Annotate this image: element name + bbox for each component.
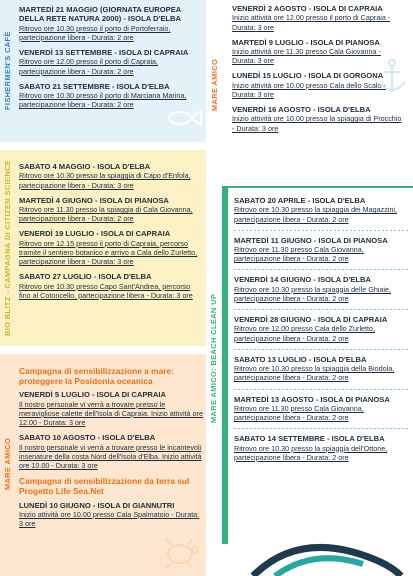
- event-title: SABATO 13 LUGLIO - ISOLA D'ELBA: [234, 354, 367, 364]
- fishermens-cafe-label: FISHERMEN'S CAFÈ: [3, 31, 12, 111]
- event-title: SABATO 4 MAGGIO - ISOLA D'ELBA: [19, 162, 151, 171]
- event-item: [19, 196, 203, 224]
- event-title: MARTEDÌ 11 GIUGNO - ISOLA DI PIANOSA: [234, 235, 388, 245]
- event-text: Ritrovo ore 12.00 presso il porto di Capraia, partecipazione libera - Durata: 2 ore: [19, 57, 159, 76]
- event-text: Ritrovo ore 10.30 presso la spiaggia dei Magazzini, partecipazione libera - Durata: 2 ore: [234, 205, 398, 224]
- bioblitz-events: [19, 162, 203, 306]
- event-text: Ritrovo ore 11.30 presso la spiaggia di Cala Giovanna, partecipazione libera - Durata: 2 ore: [19, 205, 193, 224]
- wave-circle-decoration-icon: [223, 542, 413, 576]
- bioblitz-label: BIO BLITZ - CAMPAGNA DI CITIZEN SCIENCE: [3, 159, 12, 337]
- event-title: MARTEDÌ 4 GIUGNO - ISOLA DI PIANOSA: [19, 195, 169, 205]
- event-title: VENERDÌ 2 AGOSTO - ISOLA DI CAPRAIA: [232, 4, 383, 13]
- event-title: VENERDÌ 14 GIUGNO - ISOLA D'ELBA: [234, 275, 371, 285]
- event-text: Ritrovo ore 10.30 presso la spiaggia delle Ghiaie, partecipazione libera - Durata: 2 ore: [234, 284, 392, 303]
- event-title: SABATO 10 AGOSTO - ISOLA D'ELBA: [19, 433, 156, 443]
- event-title: LUNEDÌ 15 LUGLIO - ISOLA DI GORGONA: [232, 71, 384, 81]
- event-title: SABATO 20 APRILE - ISOLA D'ELBA: [234, 196, 366, 205]
- event-text: Ritrovo ore 12.00 presso Cala dello Zurletto, partecipazione libera - Durata: 2 ore: [234, 324, 376, 343]
- mare-amico-left-panel: [0, 354, 206, 576]
- event-text: Ritrovo ore 10.30 presso Capo Sant'Andrea, percorso fino al Cotoncello, partecipazione libera - Durata: 3 ore: [19, 281, 193, 300]
- event-item: [19, 5, 203, 42]
- event-text: Il nostro personale vi verrà a trovare presso le meravigliose calette dell'Isola di Capraia. Inizio attività ore 12.00 - Durata: 3 ore: [19, 399, 203, 428]
- event-text: Ritrovo ore 12.15 presso il porto di Capraia, percorso tramite il sentiero botanico e arrivo a Cala dello Zurletto, partecipazione libera - Durata: 3 ore: [19, 238, 198, 267]
- event-item: [234, 315, 410, 343]
- event-item: [232, 4, 402, 32]
- dotted-divider: [234, 349, 410, 350]
- event-item: [19, 162, 203, 190]
- event-text: Ritrovo ore 10.30 presso la spiaggia di Capo d'Enfola, partecipazione libera - Durata: 3 ore: [19, 171, 191, 190]
- mare-amico-right-panel: [206, 0, 413, 170]
- event-title: SABATO 21 SETTEMBRE - ISOLA D'ELBA: [19, 81, 170, 91]
- fishermens-cafe-events: [19, 5, 203, 115]
- event-item: [19, 272, 203, 300]
- event-text: Ritrovo ore 11.30 presso Cala Giovanna, partecipazione libera - Durata: 2 ore: [234, 245, 364, 264]
- event-item: [19, 501, 203, 529]
- event-title: SABATO 27 LUGLIO - ISOLA D'ELBA: [19, 272, 152, 282]
- event-text: Ritrovo ore 11.30 presso Cala Giovanna, partecipazione libera - Durata: 2 ore: [234, 403, 364, 423]
- event-item: [234, 434, 410, 462]
- beach-clean-up-label: MARE AMICO: BEACH CLEAN UP: [209, 293, 218, 423]
- event-title: MARTEDÌ 21 MAGGIO (GIORNATA EUROPEA DELLA RETE NATURA 2000) - ISOLA D'ELBA: [19, 5, 182, 24]
- event-title: VENERDÌ 19 LUGLIO - ISOLA DI CAPRAIA: [19, 229, 171, 239]
- event-title: VENERDÌ 5 LUGLIO - ISOLA DI CAPRAIA: [19, 390, 166, 400]
- event-title: LUNEDÌ 10 GIUGNO - ISOLA DI GIANNUTRI: [19, 500, 175, 510]
- section-title-posidonia: Campagna di sensibilizzazione a mare: proteggere la Posidonia oceanica: [19, 366, 174, 387]
- event-text: Ritrovo ore 10.30 presso la spiaggia dell'Ottone, partecipazione libera - Durata: 2 ore: [234, 443, 388, 462]
- fishermens-cafe-panel: [0, 0, 206, 142]
- event-item: [19, 433, 203, 470]
- mare-amico-right-label: MARE AMICO: [210, 58, 219, 112]
- event-item: [19, 48, 203, 76]
- beach-clean-up-panel: [209, 186, 413, 544]
- fish-decoration-icon: [164, 100, 204, 136]
- event-text: Inizio attività ore 10.00 presso Cala Spalmatoio - Durata: 3 ore: [19, 509, 200, 529]
- event-item: [19, 229, 203, 266]
- event-item: [234, 196, 410, 224]
- beach-clean-up-events: [234, 196, 410, 468]
- event-item: [234, 275, 410, 303]
- sea-turtle-decoration-icon: [158, 532, 202, 572]
- event-text: Il nostro personale vi verrà a trovare presso le incantevoli insenature della costa Nord dell'Isola d'Elba. Inizio attività ore 10.00 - Durata: 3 ore: [19, 442, 202, 471]
- event-text: Ritrovo ore 10.30 presso il porto di Portoferraio, partecipazione libera - Durata: 2 ore: [19, 23, 171, 42]
- event-item: [234, 395, 410, 423]
- dotted-divider: [234, 269, 410, 270]
- event-title: SABATO 14 SETTEMBRE - ISOLA D'ELBA: [234, 434, 385, 444]
- event-item: [19, 390, 203, 427]
- event-title: MARTEDÌ 9 LUGLIO - ISOLA DI PIANOSA: [232, 37, 380, 47]
- event-text: Ritrovo ore 10.30 presso il porto di Marciana Marina, partecipazione libera - Durata: 2 ore: [19, 91, 187, 110]
- event-text: Inizio attività ore 11.30 presso Cala Giovanna - Durata: 3 ore: [232, 47, 381, 66]
- event-item: [234, 355, 410, 383]
- bioblitz-panel: [0, 150, 206, 346]
- event-text: Inizio attività ore 10.00 presso Cala dello Scalo - Durata: 3 ore: [232, 80, 386, 99]
- mare-amico-left-content: [19, 366, 203, 534]
- dotted-divider: [234, 428, 410, 429]
- dotted-divider: [234, 230, 410, 231]
- dotted-divider: [234, 309, 410, 310]
- dotted-divider: [234, 389, 410, 390]
- mare-amico-left-label: MARE AMICO: [3, 437, 12, 491]
- event-text: Inizio attività ore 10.00 presso la spiaggia di Procchio - Durata: 3 ore: [232, 114, 402, 133]
- section-title-life-seanet: Campagna di sensibilizzazione da terra sul Progetto Life Sea.Net: [19, 476, 190, 497]
- event-item: [234, 236, 410, 264]
- event-text: Inizio attività ore 12.00 presso il porto di Capraia - Durata: 3 ore: [232, 13, 391, 32]
- anchor-decoration-icon: [375, 58, 409, 96]
- event-text: Ritrovo ore 10.30 presso la spiaggia della Biodola, partecipazione libera - Durata: 2 ore: [234, 364, 395, 383]
- event-title: VENERDÌ 13 SETTEMBRE - ISOLA DI CAPRAIA: [19, 48, 189, 57]
- event-item: [232, 105, 402, 133]
- event-title: MARTEDÌ 13 AGOSTO - ISOLA DI PIANOSA: [234, 394, 390, 404]
- event-title: VENERDÌ 16 AGOSTO - ISOLA D'ELBA: [232, 105, 371, 115]
- event-title: VENERDÌ 28 GIUGNO - ISOLA DI CAPRAIA: [234, 315, 388, 325]
